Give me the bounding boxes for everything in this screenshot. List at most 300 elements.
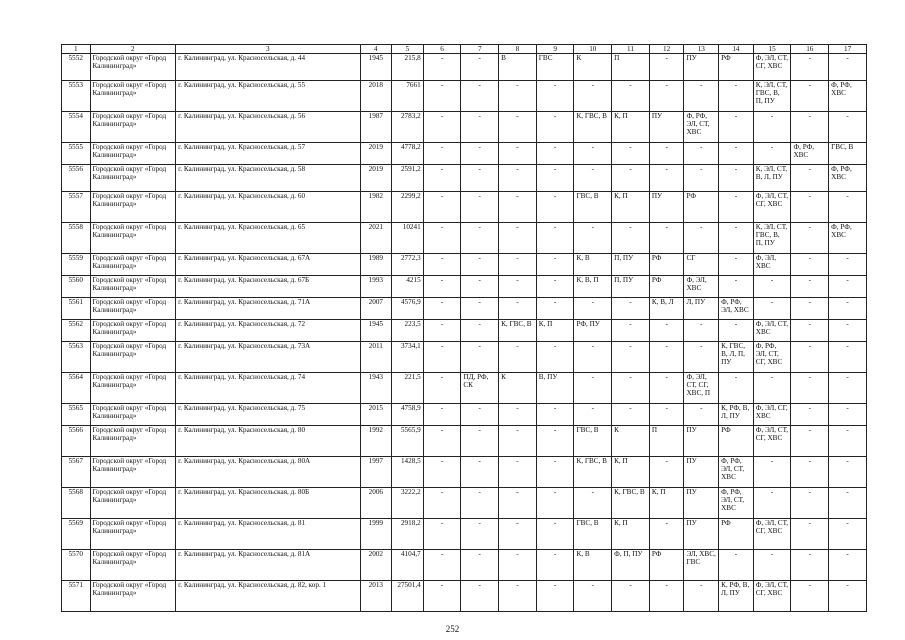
table-cell: 5562	[62, 320, 91, 342]
table-cell: -	[719, 373, 754, 404]
table-cell: -	[753, 488, 791, 519]
table-cell: ПУ	[684, 426, 719, 457]
table-cell: -	[536, 298, 574, 320]
table-cell: -	[461, 223, 499, 254]
table-cell: -	[536, 81, 574, 112]
table-cell: 1945	[360, 320, 392, 342]
table-cell: -	[423, 320, 461, 342]
column-number-cell: 3	[176, 45, 360, 54]
table-cell: -	[536, 426, 574, 457]
table-cell: Городской округ «Город Калининград»	[90, 254, 176, 276]
table-cell: К	[612, 426, 650, 457]
table-cell: -	[791, 342, 829, 373]
table-cell: Городской округ «Город Калининград»	[90, 165, 176, 192]
table-cell: -	[536, 581, 574, 612]
column-number-cell: 1	[62, 45, 91, 54]
table-cell: г. Калининград, ул. Красносельская, д. 81	[176, 519, 360, 550]
table-cell: -	[753, 550, 791, 581]
table-cell: -	[719, 192, 754, 223]
table-cell: 4758,9	[392, 404, 424, 426]
table-cell: -	[684, 320, 719, 342]
table-cell: г. Калининград, ул. Красносельская, д. 60	[176, 192, 360, 223]
table-row	[62, 519, 867, 550]
table-cell: К, П	[612, 519, 650, 550]
table-cell: РФ	[649, 254, 684, 276]
table-cell: 2013	[360, 581, 392, 612]
table-row	[62, 192, 867, 223]
column-number-cell: 16	[791, 45, 829, 54]
table-cell: -	[791, 276, 829, 298]
table-cell: -	[829, 581, 867, 612]
table-cell: ЭЛ, ХВС, ГВС	[684, 550, 719, 581]
table-cell: К, В, П	[574, 276, 612, 298]
column-number-cell: 13	[684, 45, 719, 54]
table-row	[62, 342, 867, 373]
table-cell: -	[536, 488, 574, 519]
table-cell: -	[719, 320, 754, 342]
table-cell: Ф, ЭЛ, ХВС	[684, 276, 719, 298]
table-cell: -	[574, 298, 612, 320]
table-cell: 2021	[360, 223, 392, 254]
table-cell: 1992	[360, 426, 392, 457]
table-cell: -	[684, 342, 719, 373]
table-cell: 2918,2	[392, 519, 424, 550]
table-cell: -	[791, 488, 829, 519]
table-cell: Городской округ «Город Калининград»	[90, 276, 176, 298]
table-cell: -	[499, 81, 537, 112]
table-cell: -	[791, 550, 829, 581]
table-cell: -	[499, 192, 537, 223]
table-cell: -	[499, 404, 537, 426]
table-cell: 4576,9	[392, 298, 424, 320]
table-cell: -	[791, 404, 829, 426]
table-cell: РФ, ПУ	[574, 320, 612, 342]
table-cell: -	[829, 426, 867, 457]
table-cell: -	[423, 254, 461, 276]
table-cell: -	[461, 581, 499, 612]
table-cell: -	[829, 404, 867, 426]
column-number-cell: 12	[649, 45, 684, 54]
table-cell: К, ГВС, В	[499, 320, 537, 342]
table-cell: П	[649, 426, 684, 457]
table-cell: 2019	[360, 165, 392, 192]
table-cell: -	[829, 276, 867, 298]
table-cell: 2299,2	[392, 192, 424, 223]
table-row	[62, 276, 867, 298]
table-cell: -	[499, 254, 537, 276]
table-cell: -	[649, 404, 684, 426]
table-cell: -	[684, 404, 719, 426]
table-cell: -	[649, 54, 684, 81]
table-cell: -	[423, 488, 461, 519]
table-cell: -	[612, 373, 650, 404]
table-row	[62, 298, 867, 320]
table-cell: Городской округ «Город Калининград»	[90, 298, 176, 320]
table-cell: Городской округ «Город Калининград»	[90, 223, 176, 254]
table-cell: -	[612, 165, 650, 192]
table-cell: -	[719, 223, 754, 254]
table-row	[62, 550, 867, 581]
table-cell: -	[719, 254, 754, 276]
table-cell: -	[499, 223, 537, 254]
table-cell: -	[829, 192, 867, 223]
table-cell: г. Калининград, ул. Красносельская, д. 55	[176, 81, 360, 112]
table-cell: -	[499, 112, 537, 143]
table-cell: 4778,2	[392, 143, 424, 165]
table-cell: -	[499, 426, 537, 457]
table-cell: 1993	[360, 276, 392, 298]
table-cell: г. Калининград, ул. Красносельская, д. 57	[176, 143, 360, 165]
table-cell: Ф, ЭЛ, СТ, СГ, ХВС, П	[684, 373, 719, 404]
table-cell: 1987	[360, 112, 392, 143]
table-cell: 5555	[62, 143, 91, 165]
table-cell: К, ЭЛ, СТ, ГВС, В, П, ПУ	[753, 81, 791, 112]
table-cell: -	[536, 223, 574, 254]
table-cell: 223,5	[392, 320, 424, 342]
table-cell: 2591,2	[392, 165, 424, 192]
table-cell: -	[536, 143, 574, 165]
table-cell: П, ПУ	[612, 276, 650, 298]
table-cell: 5561	[62, 298, 91, 320]
table-cell: -	[791, 81, 829, 112]
table-cell: Ф, ЭЛ, ХВС	[753, 254, 791, 276]
table-cell: -	[791, 426, 829, 457]
table-cell: -	[423, 581, 461, 612]
table-cell: -	[829, 320, 867, 342]
table-cell: К, П	[612, 457, 650, 488]
table-cell: -	[829, 550, 867, 581]
table-cell: 2006	[360, 488, 392, 519]
table-cell: -	[423, 298, 461, 320]
table-cell: 7661	[392, 81, 424, 112]
table-cell: -	[791, 54, 829, 81]
table-cell: Ф, РФ, ХВС	[829, 81, 867, 112]
table-cell: К	[574, 54, 612, 81]
table-cell: К, П	[649, 488, 684, 519]
table-cell: 5565,9	[392, 426, 424, 457]
table-cell: -	[574, 81, 612, 112]
table-cell: ПУ	[684, 457, 719, 488]
table-cell: -	[536, 112, 574, 143]
table-cell: -	[574, 143, 612, 165]
table-cell: -	[499, 298, 537, 320]
table-cell: -	[536, 342, 574, 373]
table-cell: -	[612, 320, 650, 342]
table-cell: г. Калининград, ул. Красносельская, д. 65	[176, 223, 360, 254]
table-cell: РФ	[649, 276, 684, 298]
table-cell: К, ГВС, В	[574, 457, 612, 488]
table-cell: -	[753, 112, 791, 143]
table-cell: П, ПУ	[612, 254, 650, 276]
table-cell: -	[719, 81, 754, 112]
table-cell: -	[423, 143, 461, 165]
table-cell: -	[612, 143, 650, 165]
table-cell: ГВС	[536, 54, 574, 81]
table-cell: г. Калининград, ул. Красносельская, д. 80А	[176, 457, 360, 488]
table-cell: 2772,3	[392, 254, 424, 276]
table-cell: 5552	[62, 54, 91, 81]
table-cell: ПУ	[684, 54, 719, 81]
table-cell: -	[536, 192, 574, 223]
table-row	[62, 143, 867, 165]
table-cell: Ф, РФ, ХВС	[829, 223, 867, 254]
table-cell: Ф, ЭЛ, СТ, СГ, ХВС	[753, 581, 791, 612]
table-cell: К, П	[612, 112, 650, 143]
table-cell: Городской округ «Город Калининград»	[90, 373, 176, 404]
table-cell: -	[423, 373, 461, 404]
table-cell: г. Калининград, ул. Красносельская, д. 82, кор. 1	[176, 581, 360, 612]
table-cell: -	[791, 112, 829, 143]
table-cell: -	[574, 223, 612, 254]
table-cell: г. Калининград, ул. Красносельская, д. 75	[176, 404, 360, 426]
table-cell: -	[423, 426, 461, 457]
table-cell: г. Калининград, ул. Красносельская, д. 71А	[176, 298, 360, 320]
table-cell: -	[536, 519, 574, 550]
table-cell: -	[461, 81, 499, 112]
table-cell: 4104,7	[392, 550, 424, 581]
table-cell: 2015	[360, 404, 392, 426]
table-cell: Ф, ЭЛ, СТ, СГ, ХВС	[753, 54, 791, 81]
table-cell: К, РФ, В, Л, ПУ	[719, 404, 754, 426]
table-cell: -	[536, 404, 574, 426]
column-number-cell: 14	[719, 45, 754, 54]
column-number-cell: 7	[461, 45, 499, 54]
table-cell: -	[461, 143, 499, 165]
table-cell: -	[461, 254, 499, 276]
table-cell: Городской округ «Город Калининград»	[90, 192, 176, 223]
table-cell: -	[574, 488, 612, 519]
column-number-cell: 11	[612, 45, 650, 54]
table-cell: г. Калининград, ул. Красносельская, д. 73А	[176, 342, 360, 373]
table-cell: Городской округ «Город Калининград»	[90, 519, 176, 550]
column-number-cell: 4	[360, 45, 392, 54]
table-cell: -	[791, 223, 829, 254]
table-cell: -	[791, 298, 829, 320]
table-cell: Ф, РФ, ЭЛ, СТ, ХВС	[719, 488, 754, 519]
table-cell: Городской округ «Город Калининград»	[90, 54, 176, 81]
table-cell: Ф, РФ, ЭЛ, ХВС	[719, 298, 754, 320]
table-cell: Ф, ЭЛ, СТ, ХВС	[753, 320, 791, 342]
table-cell: -	[684, 223, 719, 254]
table-cell: -	[791, 581, 829, 612]
table-cell: -	[499, 457, 537, 488]
table-cell: 5559	[62, 254, 91, 276]
table-cell: 3734,1	[392, 342, 424, 373]
table-cell: 5568	[62, 488, 91, 519]
column-number-cell: 8	[499, 45, 537, 54]
table-cell: ГВС, В	[574, 426, 612, 457]
table-cell: 1989	[360, 254, 392, 276]
table-cell: -	[753, 276, 791, 298]
table-cell: -	[719, 276, 754, 298]
table-cell: -	[423, 165, 461, 192]
table-cell: -	[753, 373, 791, 404]
table-cell: -	[612, 81, 650, 112]
table-cell: -	[612, 342, 650, 373]
table-cell: -	[461, 404, 499, 426]
table-cell: -	[499, 165, 537, 192]
table-cell: -	[649, 143, 684, 165]
table-cell: -	[649, 457, 684, 488]
table-cell: г. Калининград, ул. Красносельская, д. 74	[176, 373, 360, 404]
table-cell: -	[536, 276, 574, 298]
table-cell: 5557	[62, 192, 91, 223]
table-cell: г. Калининград, ул. Красносельская, д. 56	[176, 112, 360, 143]
table-cell: -	[829, 298, 867, 320]
table-cell: -	[829, 342, 867, 373]
table-cell: -	[461, 426, 499, 457]
table-cell: -	[829, 373, 867, 404]
table-cell: -	[684, 581, 719, 612]
table-cell: В, ПУ	[536, 373, 574, 404]
table-cell: К, ЭЛ, СТ, В, Л, ПУ	[753, 165, 791, 192]
table-cell: -	[461, 165, 499, 192]
table-row	[62, 488, 867, 519]
column-number-cell: 17	[829, 45, 867, 54]
table-cell: -	[684, 143, 719, 165]
table-cell: 5565	[62, 404, 91, 426]
table-cell: -	[753, 143, 791, 165]
table-cell: К, РФ, В, Л, ПУ	[719, 581, 754, 612]
table-cell: -	[829, 488, 867, 519]
table-cell: 2018	[360, 81, 392, 112]
table-cell: -	[499, 581, 537, 612]
table-body	[62, 54, 867, 612]
table-cell: -	[461, 519, 499, 550]
table-cell: РФ	[719, 54, 754, 81]
table-cell: -	[499, 488, 537, 519]
table-cell: Ф, РФ, ХВС	[829, 165, 867, 192]
table-cell: -	[461, 320, 499, 342]
table-cell: -	[536, 457, 574, 488]
table-cell: -	[791, 519, 829, 550]
table-cell: 4215	[392, 276, 424, 298]
housing-registry-table	[61, 44, 867, 612]
column-number-cell: 10	[574, 45, 612, 54]
table-cell: 5567	[62, 457, 91, 488]
table-cell: -	[499, 519, 537, 550]
table-cell: РФ	[684, 192, 719, 223]
table-cell: К, ЭЛ, СТ, ГВС, В, П, ПУ	[753, 223, 791, 254]
table-cell: -	[461, 192, 499, 223]
table-row	[62, 581, 867, 612]
table-cell: -	[612, 223, 650, 254]
table-cell: -	[423, 519, 461, 550]
table-cell: -	[829, 519, 867, 550]
table-cell: Ф, П, ПУ	[612, 550, 650, 581]
table-cell: -	[461, 342, 499, 373]
table-cell: -	[684, 81, 719, 112]
table-cell: -	[829, 457, 867, 488]
table-cell: 2019	[360, 143, 392, 165]
table-cell: Ф, РФ, ХВС	[791, 143, 829, 165]
table-cell: СГ	[684, 254, 719, 276]
table-cell: 2783,2	[392, 112, 424, 143]
table-cell: Ф, ЭЛ, СТ, СГ, ХВС	[753, 426, 791, 457]
table-cell: -	[574, 581, 612, 612]
table-cell: -	[719, 143, 754, 165]
column-number-cell: 5	[392, 45, 424, 54]
table-cell: 5556	[62, 165, 91, 192]
table-cell: 215,8	[392, 54, 424, 81]
table-cell: -	[423, 342, 461, 373]
table-cell: -	[461, 550, 499, 581]
table-cell: ПУ	[649, 192, 684, 223]
table-row	[62, 404, 867, 426]
table-cell: -	[461, 488, 499, 519]
table-row	[62, 223, 867, 254]
table-cell: -	[536, 165, 574, 192]
column-number-cell: 15	[753, 45, 791, 54]
table-cell: Городской округ «Город Калининград»	[90, 112, 176, 143]
table-row	[62, 54, 867, 81]
table-cell: -	[829, 254, 867, 276]
page-number: 252	[445, 624, 460, 634]
table-cell: г. Калининград, ул. Красносельская, д. 80	[176, 426, 360, 457]
table-cell: К, В	[574, 550, 612, 581]
table-cell: -	[612, 581, 650, 612]
table-cell: ГВС, В	[829, 143, 867, 165]
table-cell: Городской округ «Город Калининград»	[90, 457, 176, 488]
table-cell: -	[499, 276, 537, 298]
table-cell: г. Калининград, ул. Красносельская, д. 72	[176, 320, 360, 342]
table-cell: -	[753, 298, 791, 320]
table-cell: -	[791, 457, 829, 488]
table-cell: ПУ	[684, 519, 719, 550]
table-cell: -	[423, 276, 461, 298]
table-cell: 3222,2	[392, 488, 424, 519]
table-cell: -	[423, 223, 461, 254]
table-cell: Л, ПУ	[684, 298, 719, 320]
table-cell: ПУ	[649, 112, 684, 143]
table-cell: Ф, РФ, ЭЛ, СТ, ХВС	[684, 112, 719, 143]
table-cell: -	[791, 254, 829, 276]
table-cell: 221,5	[392, 373, 424, 404]
table-row	[62, 165, 867, 192]
table-cell: ПУ	[684, 488, 719, 519]
column-number-row	[62, 45, 867, 54]
table-cell: -	[423, 81, 461, 112]
table-cell: -	[612, 404, 650, 426]
table-cell: г. Калининград, ул. Красносельская, д. 58	[176, 165, 360, 192]
table-cell: -	[719, 112, 754, 143]
column-number-cell: 6	[423, 45, 461, 54]
table-cell: Ф, ЭЛ, СТ, СГ, ХВС	[753, 519, 791, 550]
table-cell: Городской округ «Город Калининград»	[90, 81, 176, 112]
table-row	[62, 373, 867, 404]
table-cell: -	[829, 112, 867, 143]
table-cell: К, ГВС, В, Л, П, ПУ	[719, 342, 754, 373]
table-cell: -	[791, 320, 829, 342]
table-cell: -	[574, 342, 612, 373]
table-cell: -	[753, 457, 791, 488]
table-row	[62, 254, 867, 276]
table-cell: К	[499, 373, 537, 404]
table-cell: 1943	[360, 373, 392, 404]
table-cell: Городской округ «Город Калининград»	[90, 550, 176, 581]
table-cell: 1982	[360, 192, 392, 223]
table-row	[62, 457, 867, 488]
table-cell: -	[791, 373, 829, 404]
table-cell: 5571	[62, 581, 91, 612]
column-number-cell: 9	[536, 45, 574, 54]
table-cell: -	[423, 112, 461, 143]
table-cell: г. Калининград, ул. Красносельская, д. 67А	[176, 254, 360, 276]
table-cell: -	[574, 373, 612, 404]
table-cell: 5563	[62, 342, 91, 373]
table-cell: 1999	[360, 519, 392, 550]
table-cell: -	[574, 404, 612, 426]
